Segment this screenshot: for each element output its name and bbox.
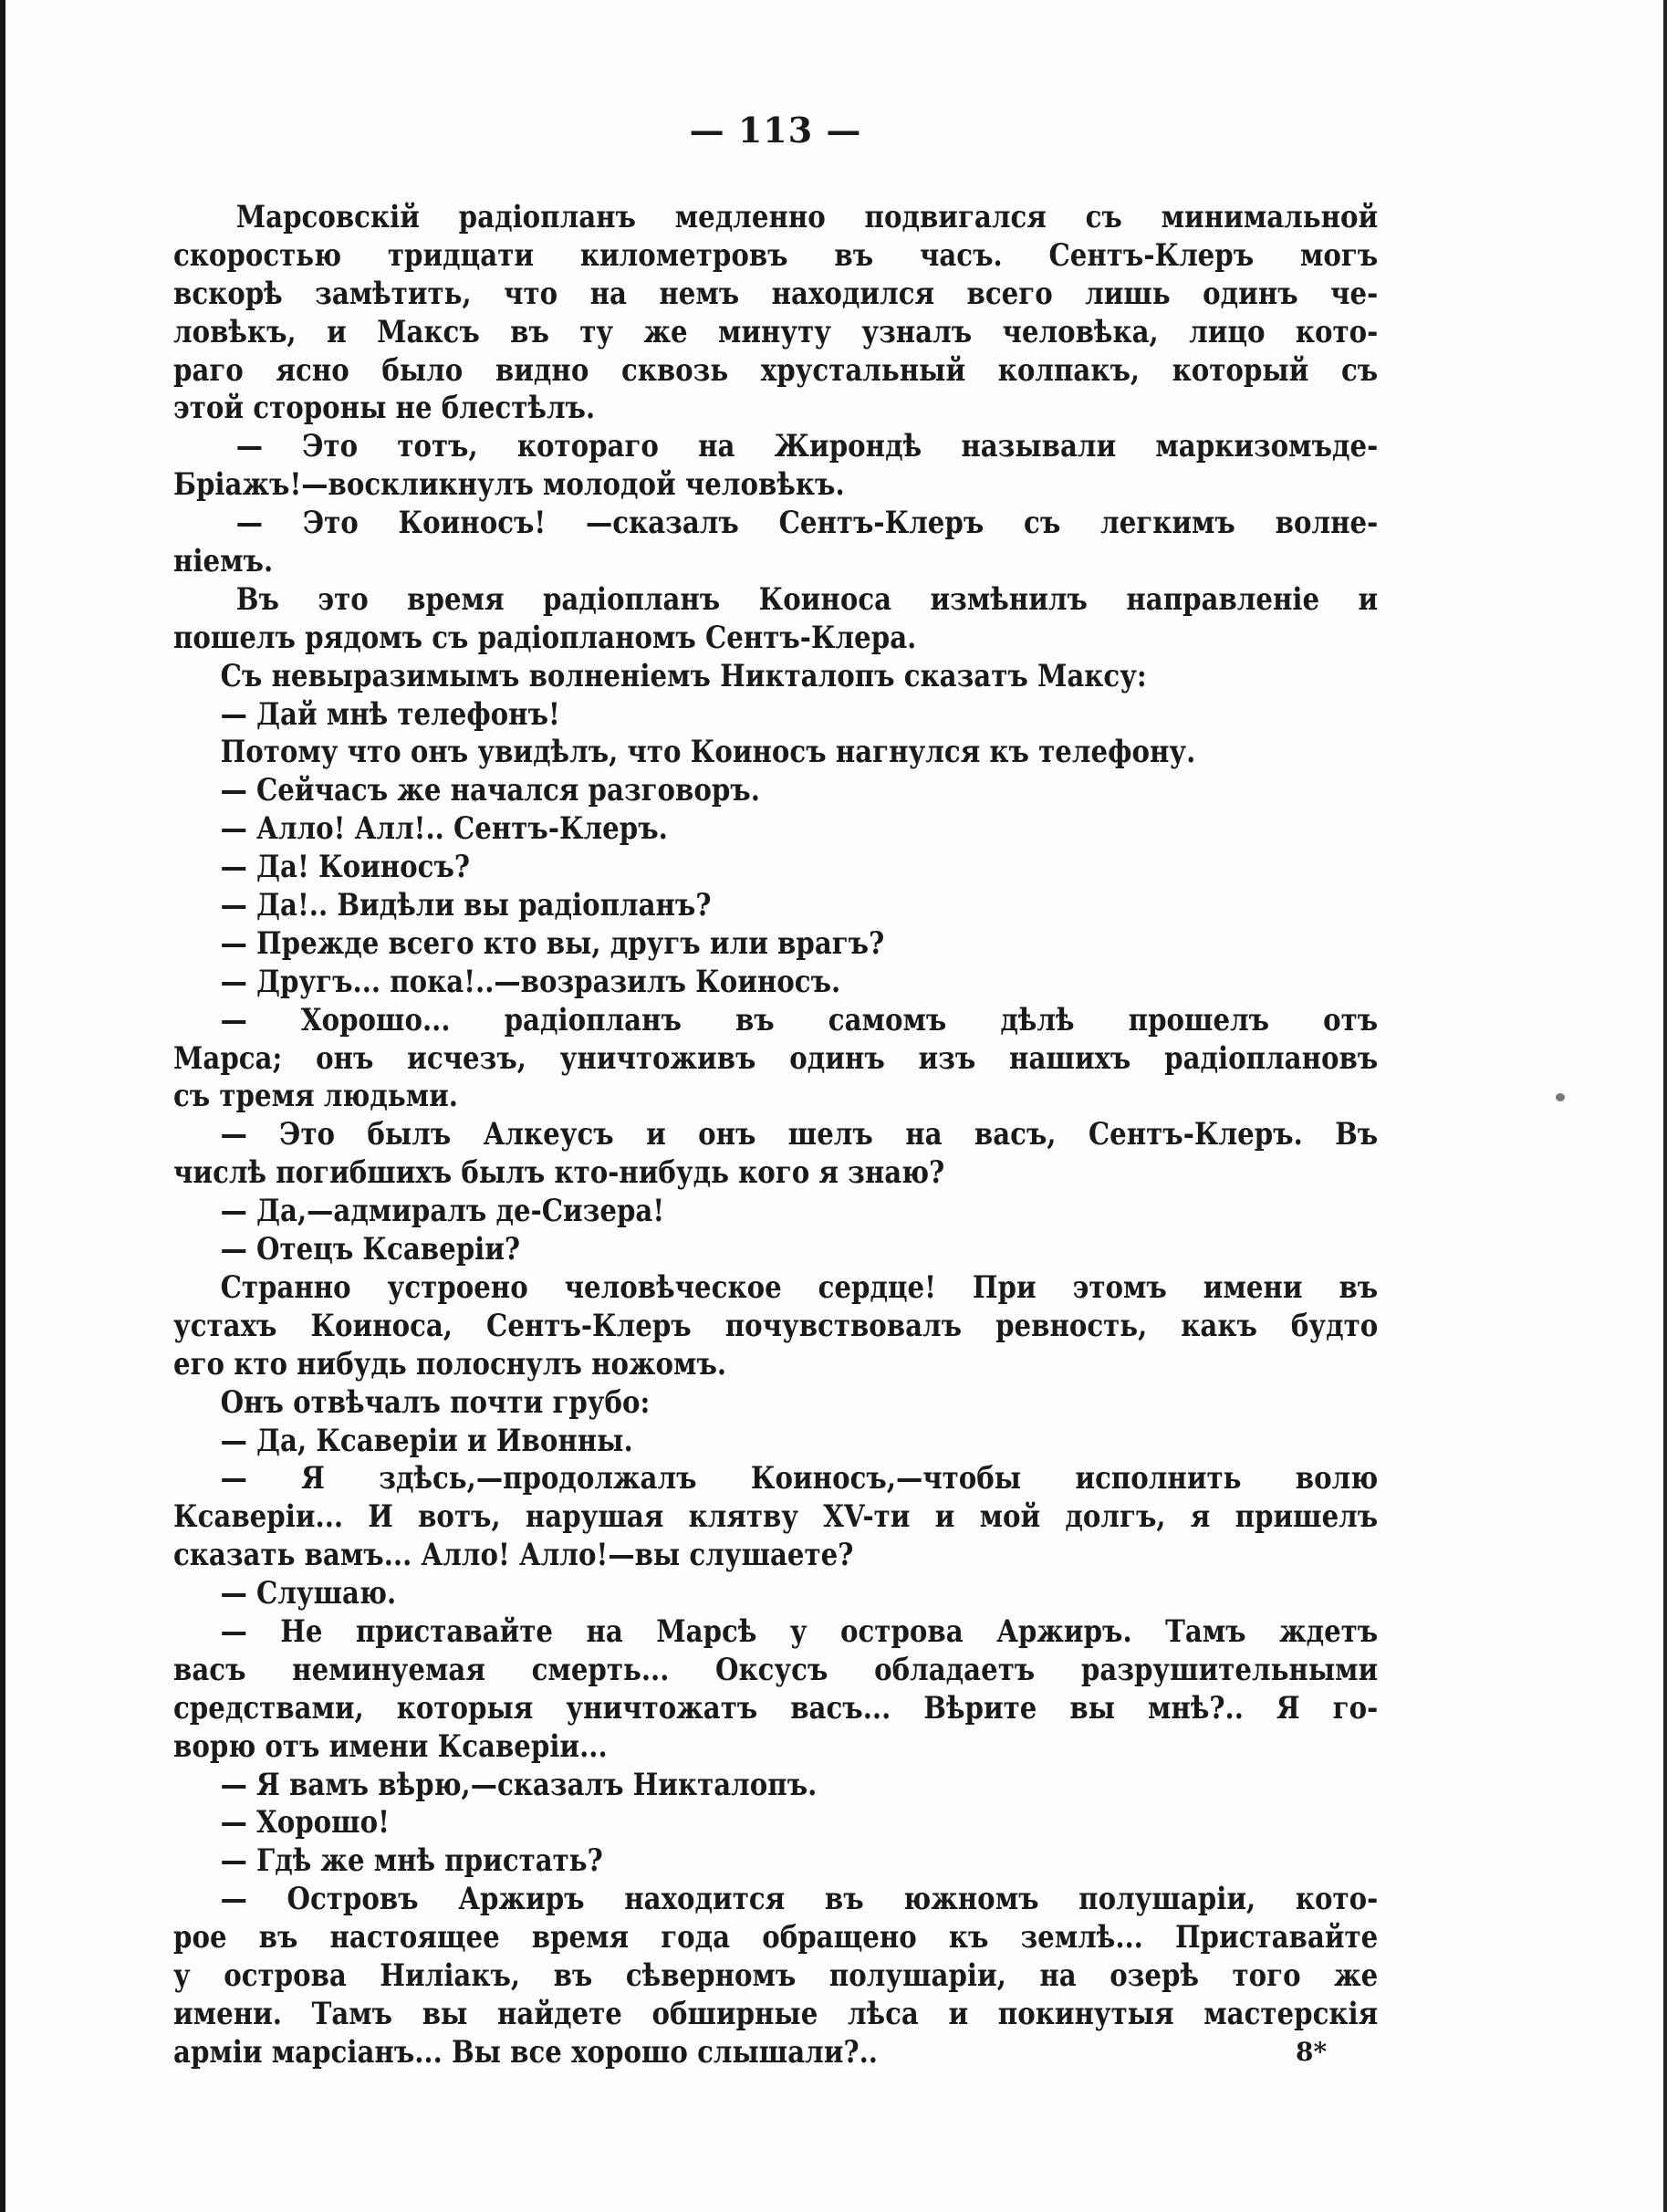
text-line: — Я здѣсь,—продолжалъ Коиносъ,—чтобы исполнить волю (220, 1460, 1379, 1497)
text-line: — Я вамъ вѣрю,—сказалъ Никталопъ. (220, 1766, 818, 1803)
text-line: — Дай мнѣ телефонъ! (220, 695, 560, 733)
text-line: Ксаверіи... И вотъ, нарушая клятву XV-ти и мой долгъ, я пришелъ (173, 1498, 1379, 1536)
text-line: имени. Тамъ вы найдете обширные лѣса и покинутыя мастерскія (173, 1995, 1379, 2032)
text-line: — Хорошо... радіопланъ въ самомъ дѣлѣ прошелъ отъ (220, 1001, 1379, 1038)
text-line: Странно устроено человѣческое сердце! При этомъ имени въ (220, 1268, 1379, 1306)
text-line: — Гдѣ же мнѣ пристать? (220, 1842, 603, 1880)
scan-border-right (1663, 0, 1667, 2212)
text-line: васъ неминуемая смерть... Оксусъ обладаетъ разрушительными (173, 1651, 1379, 1688)
text-line: — Да, Ксаверіи и Ивонны. (220, 1422, 633, 1459)
text-line: — Островъ Аржиръ находится въ южномъ полушаріи, кото- (220, 1881, 1379, 1918)
page-number: — 113 — (689, 110, 862, 151)
text-line: числѣ погибшихъ былъ кто-нибудь кого я знаю? (173, 1154, 945, 1192)
text-line: — Другъ... пока!..—возразилъ Коиносъ. (220, 963, 841, 1000)
text-line: съ тремя людьми. (173, 1078, 458, 1115)
text-line: вскорѣ замѣтить, что на немъ находился всего лишь одинъ че- (173, 275, 1379, 312)
text-line: Бріажъ!—воскликнулъ молодой человѣкъ. (173, 466, 845, 504)
text-line: — Алло! Алл!.. Сентъ-Клеръ. (220, 810, 668, 848)
text-line: — Это Коиносъ! —сказалъ Сентъ-Клеръ съ легкимъ волне- (235, 505, 1379, 542)
text-line: — Это тотъ, котораго на Жирондѣ называли маркизомъде- (235, 428, 1379, 465)
text-line: — Да!.. Видѣли вы радіопланъ? (220, 887, 712, 924)
text-line: ніемъ. (173, 543, 274, 580)
text-line: его кто нибудь полоснулъ ножомъ. (173, 1345, 727, 1382)
signature-mark: 8* (1296, 2037, 1328, 2067)
text-line: этой стороны не блестѣлъ. (173, 390, 596, 427)
text-line: Онъ отвѣчалъ почти грубо: (220, 1383, 651, 1421)
body-text (173, 199, 1378, 2072)
text-line: — Это былъ Алкеусъ и онъ шелъ на васъ, Сентъ-Клеръ. Въ (220, 1116, 1379, 1153)
text-line: сказать вамъ... Алло! Алло!—вы слушаете? (173, 1537, 854, 1574)
text-line: арміи марсіанъ... Вы все хорошо слышали?.. (173, 2033, 878, 2071)
text-line: рое въ настоящее время года обращено къ землѣ... Приставайте (173, 1919, 1379, 1956)
text-line: у острова Ниліакъ, въ сѣверномъ полушаріи, на озерѣ того же (173, 1956, 1379, 1994)
text-line: — Отецъ Ксаверіи? (220, 1231, 521, 1268)
text-line: Марсовскій радіопланъ медленно подвигался съ минимальной (235, 199, 1379, 235)
text-line: Съ невыразимымъ волненіемъ Никталопъ сказатъ Максу: (220, 657, 1147, 694)
text-line: раго ясно было видно сквозь хрустальный колпакъ, который съ (173, 351, 1379, 389)
text-line: — Хорошо! (220, 1804, 390, 1842)
text-line: — Да! Коиносъ? (220, 849, 471, 886)
text-line: Въ это время радіопланъ Коиноса измѣнилъ направленіе и (235, 580, 1379, 618)
text-line: — Сейчасъ же начался разговоръ. (220, 772, 760, 809)
ink-speck (1556, 1093, 1565, 1101)
scan-border-left (0, 0, 5, 2212)
text-line: пошелъ рядомъ съ радіопланомъ Сентъ-Клера. (173, 619, 917, 656)
text-line: средствами, которыя уничтожатъ васъ... Вѣрите вы мнѣ?.. Я го- (173, 1689, 1379, 1727)
text-line: — Не приставайте на Марсѣ у острова Аржиръ. Тамъ ждетъ (220, 1612, 1379, 1650)
text-line: устахъ Коиноса, Сентъ-Клеръ почувствовалъ ревность, какъ будто (173, 1307, 1379, 1344)
text-line: — Слушаю. (220, 1575, 397, 1612)
text-line: скоростью тридцати километровъ въ часъ. Сентъ-Клеръ могъ (173, 236, 1379, 274)
text-line: — Прежде всего кто вы, другъ или врагъ? (220, 924, 885, 962)
text-line: ловѣкъ, и Максъ въ ту же минуту узналъ человѣка, лицо кото- (173, 313, 1379, 350)
text-line: Потому что онъ увидѣлъ, что Коиносъ нагнулся къ телефону. (220, 734, 1196, 771)
text-line: — Да,—адмиралъ де-Сизера! (220, 1193, 665, 1230)
text-line: ворю отъ имени Ксаверіи... (173, 1727, 608, 1765)
text-line: Марса; онъ исчезъ, уничтоживъ одинъ изъ нашихъ радіоплановъ (173, 1039, 1379, 1077)
